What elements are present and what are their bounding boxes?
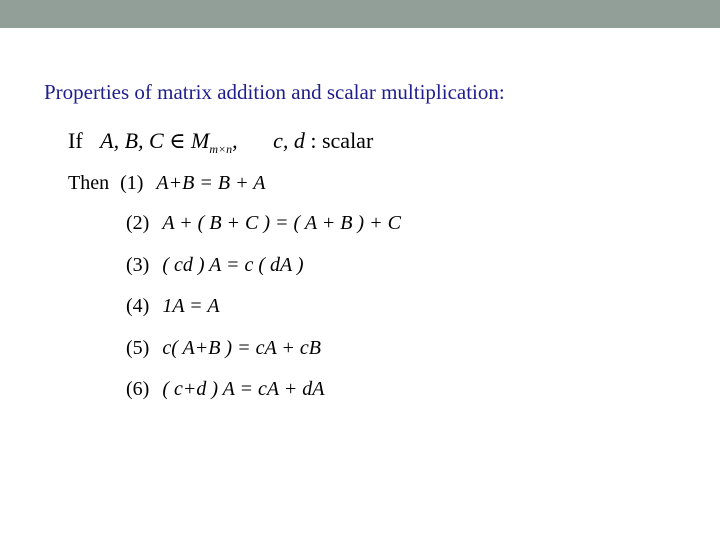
scalar-label: : scalar — [310, 128, 374, 153]
property-number: (6) — [126, 378, 150, 400]
condition-comma: , — [232, 128, 238, 153]
property-number: (2) — [126, 212, 150, 234]
scalar-vars: c, d — [273, 128, 305, 153]
property-number: (4) — [126, 295, 150, 317]
property-2 — [126, 212, 401, 235]
property-4 — [126, 295, 220, 318]
property-equation: A + ( B + C ) = ( A + B ) + C — [162, 212, 401, 234]
property-number: (3) — [126, 254, 150, 276]
header-bar — [0, 0, 720, 28]
slide-title: Properties of matrix addition and scalar multiplication: — [44, 80, 505, 104]
property-equation: A+B = B + A — [156, 172, 266, 194]
condition-line — [68, 128, 373, 157]
property-equation: 1A = A — [162, 295, 220, 317]
property-6 — [126, 378, 324, 401]
property-equation: ( c+d ) A = cA + dA — [162, 378, 325, 400]
property-equation: c( A+B ) = cA + cB — [162, 337, 321, 359]
property-1 — [68, 172, 265, 195]
property-3 — [126, 254, 304, 277]
property-equation: ( cd ) A = c ( dA ) — [162, 254, 304, 276]
property-number: (1) — [120, 172, 144, 194]
matrix-set: A, B, C ∈ M — [100, 128, 210, 153]
matrix-dimension: m×n — [209, 142, 233, 156]
property-number: (5) — [126, 337, 150, 359]
if-word: If — [68, 128, 83, 153]
then-label: Then — [68, 172, 110, 194]
property-5 — [126, 337, 321, 360]
